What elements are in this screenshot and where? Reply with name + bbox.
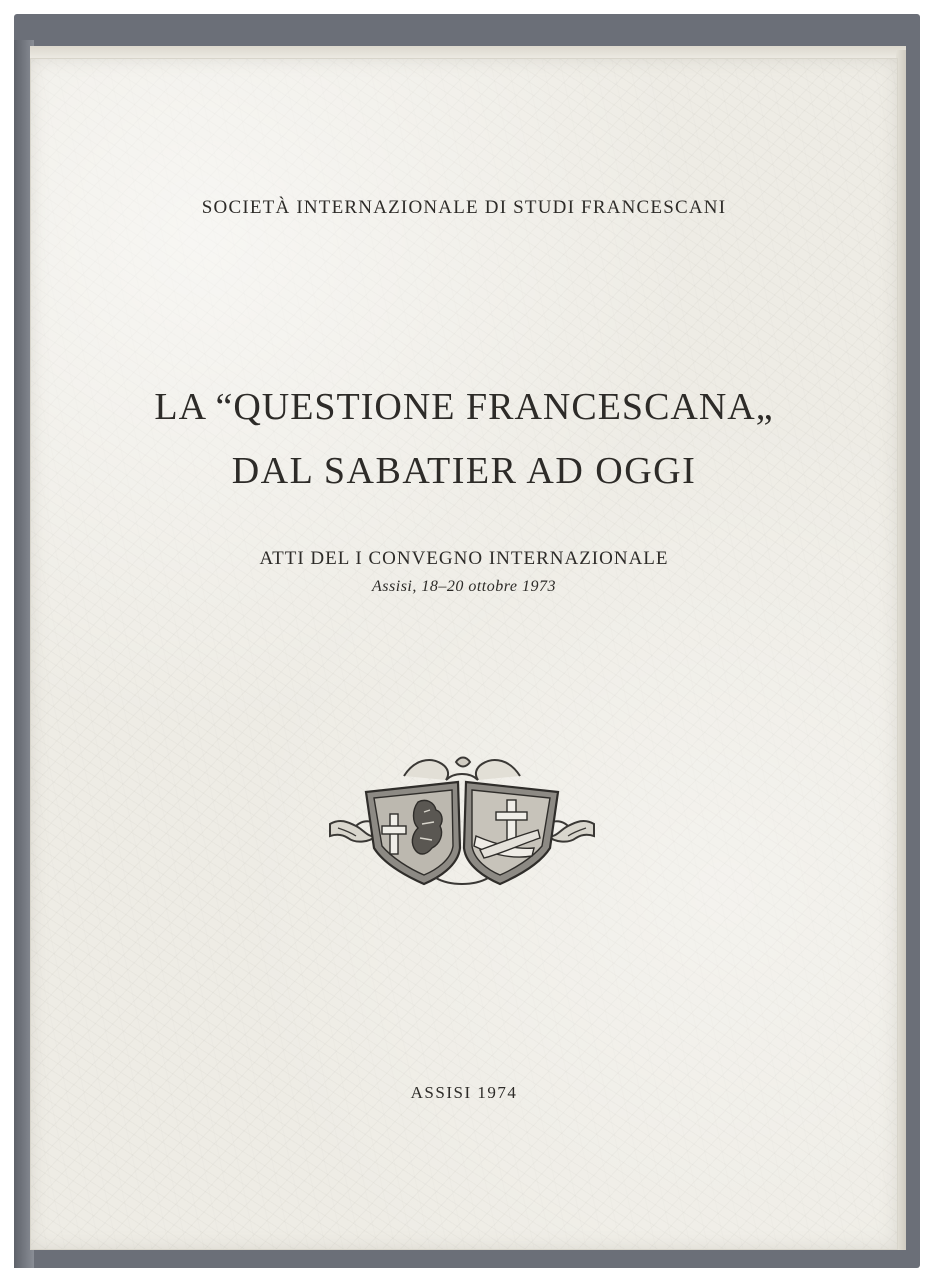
book-cover xyxy=(30,58,898,1250)
conference-dateline: Assisi, 18–20 ottobre 1973 xyxy=(372,578,556,595)
society-name: SOCIETÀ INTERNAZIONALE DI STUDI FRANCESCANI xyxy=(201,197,727,218)
title-line-2: DAL SABATIER AD OGGI xyxy=(231,450,697,492)
conference-subtitle: ATTI DEL I CONVEGNO INTERNAZIONALE xyxy=(259,548,669,569)
coat-of-arms-icon xyxy=(326,752,598,892)
title-line-1: LA “QUESTIONE FRANCESCANA„ xyxy=(154,386,774,428)
publisher-imprint: ASSISI 1974 xyxy=(410,1083,518,1102)
